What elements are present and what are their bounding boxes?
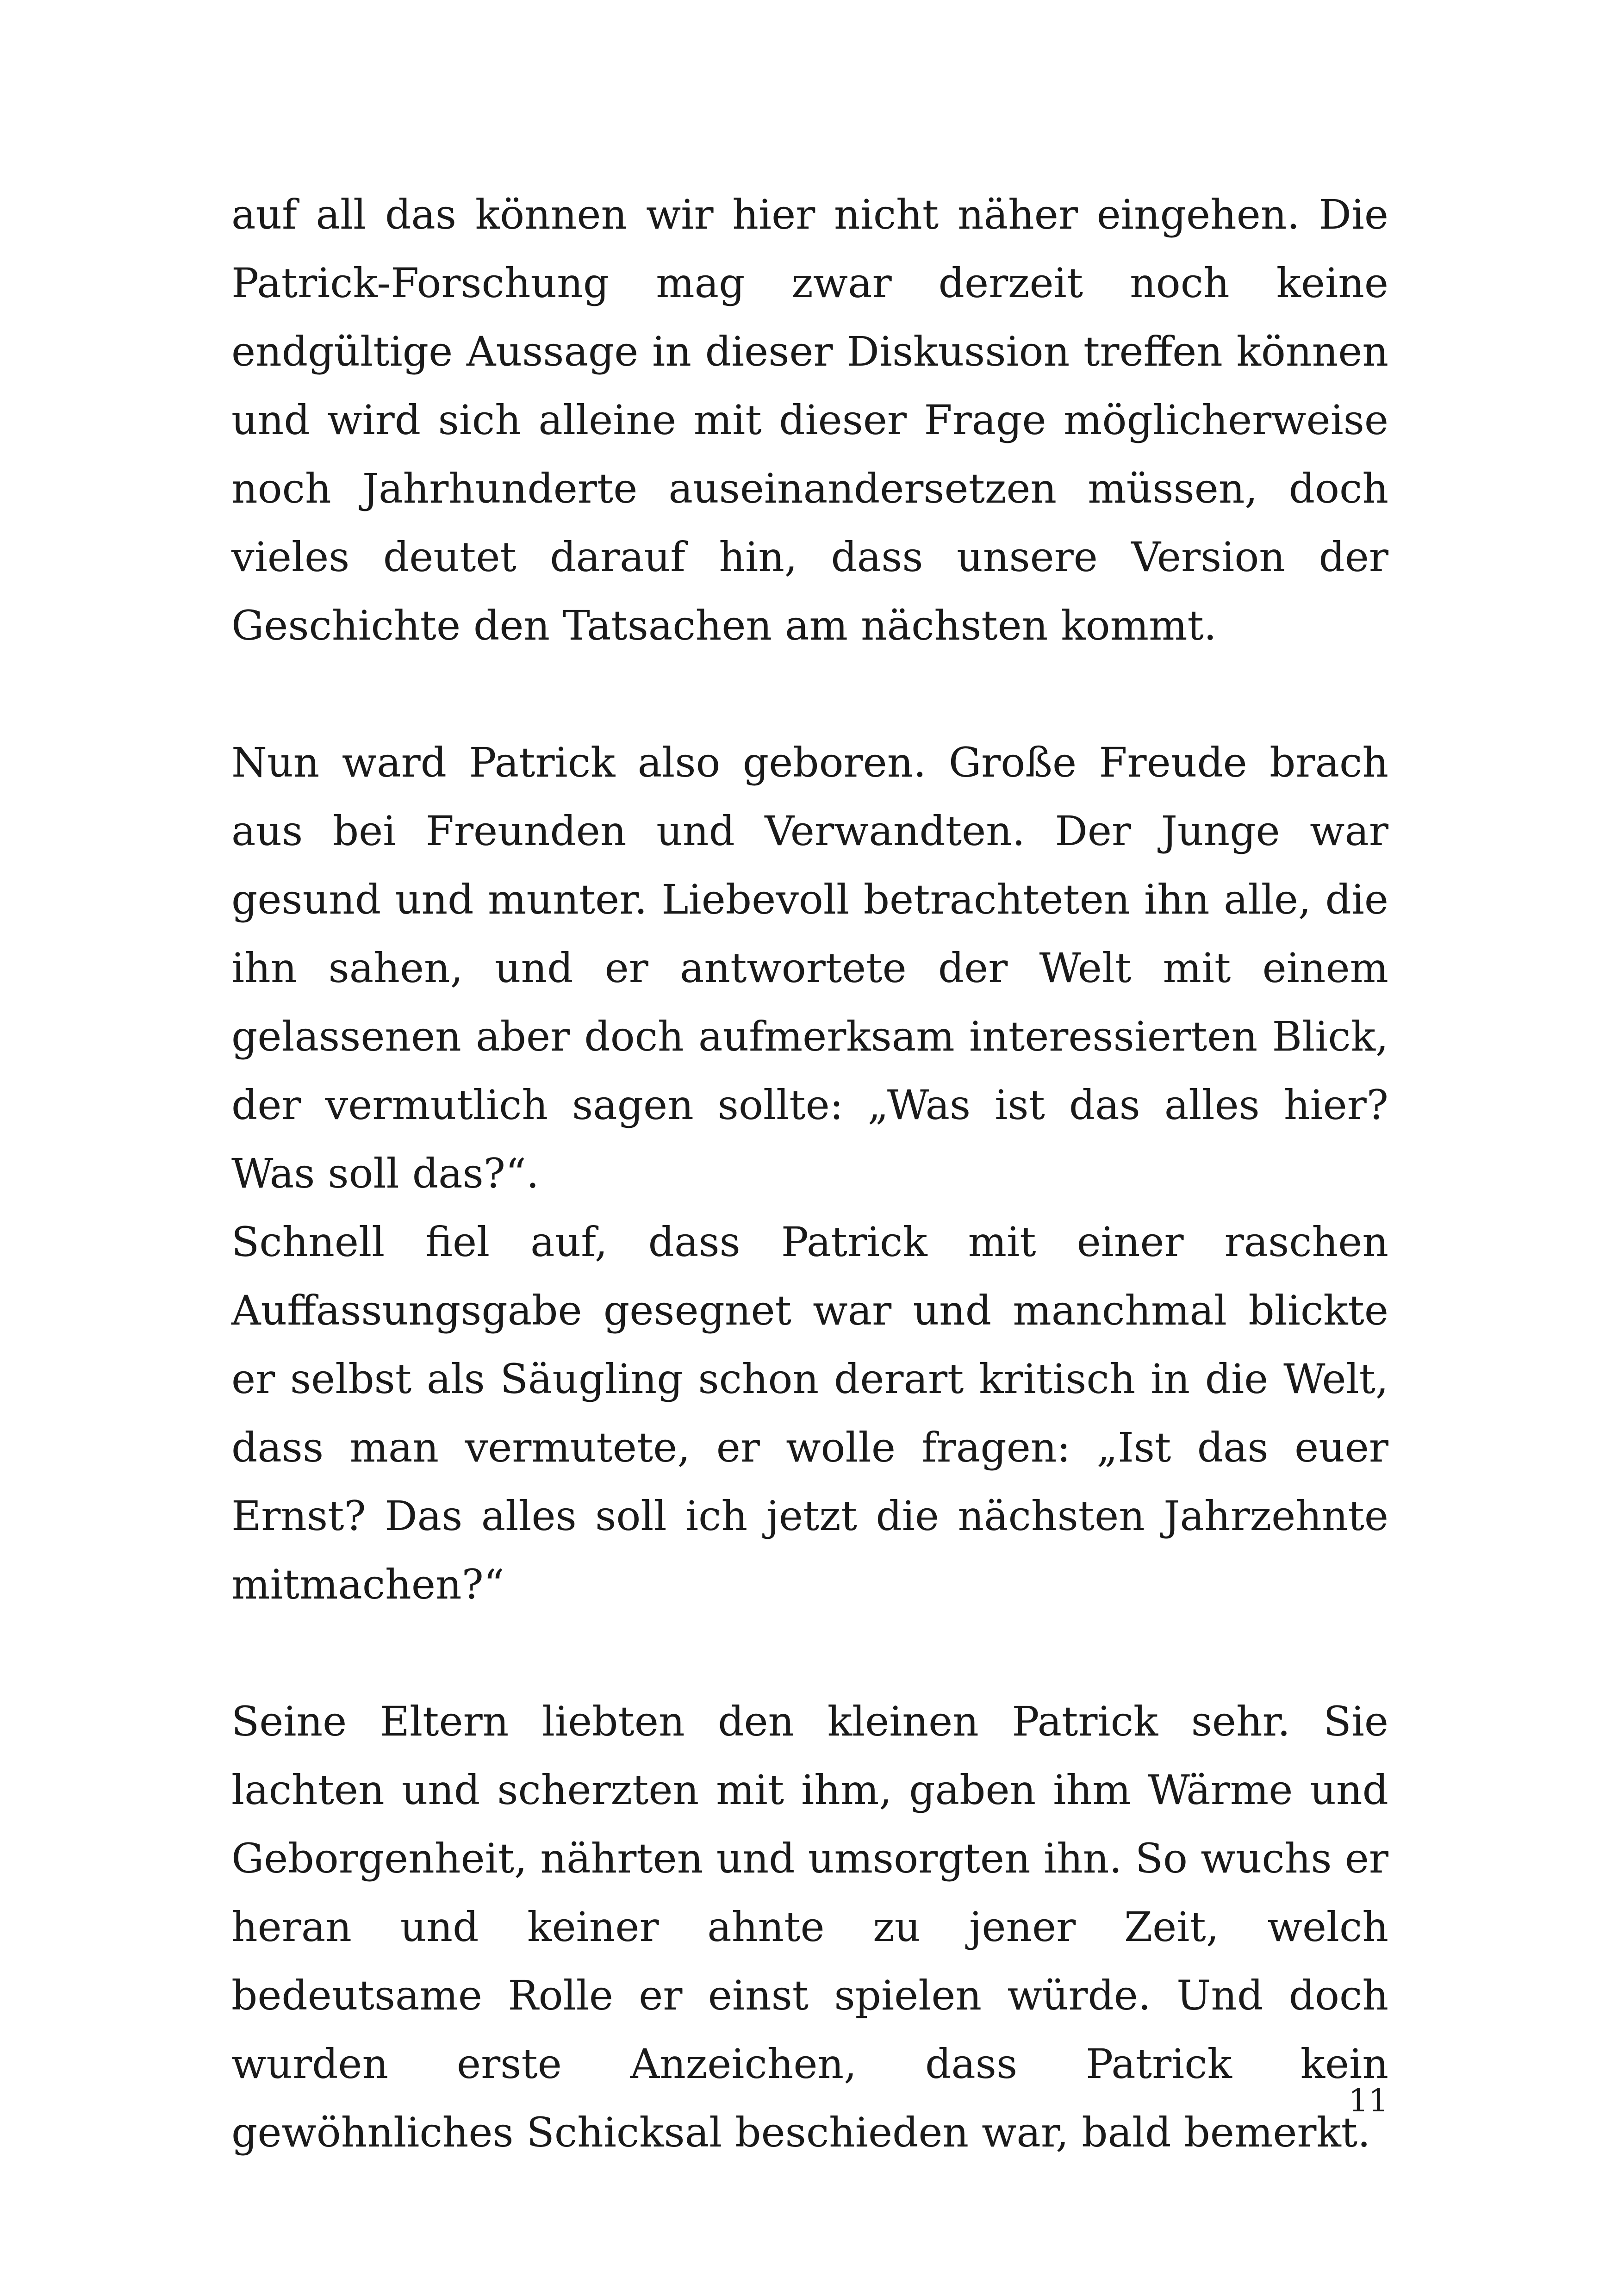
page-number: 11 xyxy=(1348,2083,1388,2119)
body-text xyxy=(231,180,1388,2167)
paragraph-3: Schnell fiel auf, dass Patrick mit einer raschen Auffassungsgabe gesegnet war und manchmal blickte er selbst als Säugling schon derart kritisch in die Welt, dass man vermutete, er wolle fragen: „Ist das euer Ernst? Das alles soll ich jetzt die nächsten Jahrzehnte mitmachen?“ xyxy=(231,1218,1388,1608)
paragraph-2: Nun ward Patrick also geboren. Große Freude brach aus bei Freunden und Verwandten. Der Junge war gesund und munter. Liebevoll betrachteten ihn alle, die ihn sahen, und er antwortete der Welt mit einem gelassenen aber doch aufmerksam interessierten Blick, der vermutlich sagen sollte: „Was ist das alles hier? Was soll das?“. xyxy=(231,739,1388,1197)
paragraph-1: auf all das können wir hier nicht näher eingehen. Die Patrick-Forschung mag zwar derzeit noch keine endgültige Aussage in dieser Diskussion treffen können und wird sich alleine mit dieser Frage möglicherweise noch Jahrhunderte auseinandersetzen müssen, doch vieles deutet darauf hin, dass unsere Version der Geschichte den Tatsachen am nächsten kommt. xyxy=(231,191,1388,649)
paragraph-4: Seine Eltern liebten den kleinen Patrick sehr. Sie lachten und scherzten mit ihm, gaben ihm Wärme und Geborgenheit, nährten und umsorgten ihn. So wuchs er heran und keiner ahnte zu jener Zeit, welch bedeutsame Rolle er einst spielen würde. Und doch wurden erste Anzeichen, dass Patrick kein gewöhnliches Schicksal beschieden war, bald bemerkt. xyxy=(231,1698,1388,2156)
